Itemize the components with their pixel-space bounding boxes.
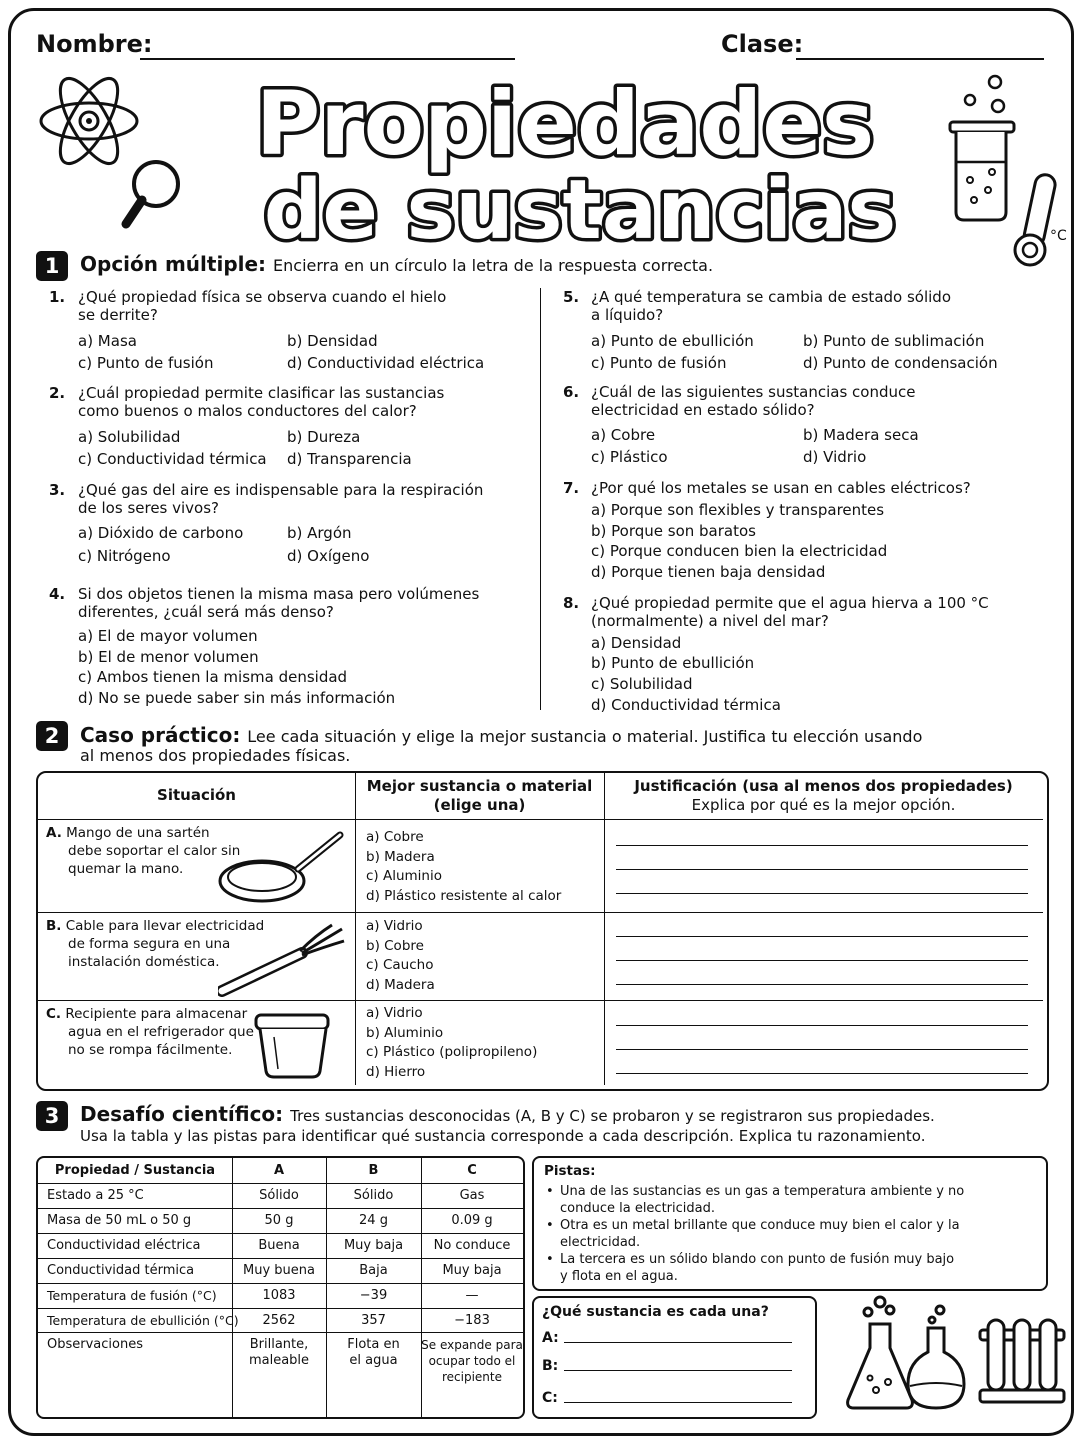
question-3-number: 3. bbox=[49, 481, 66, 499]
section-3-instructions: Tres sustancias desconocidas (A, B y C) se probaron y se registraron sus propiedades. bbox=[290, 1107, 935, 1125]
answer-title: ¿Qué sustancia es cada una? bbox=[542, 1304, 769, 1320]
row-c-option-d[interactable]: d) Hierro bbox=[366, 1063, 426, 1080]
question-3: ¿Qué gas del aire es indispensable para la respiración de los seres vivos? bbox=[78, 481, 484, 517]
frying-pan-icon bbox=[218, 827, 346, 907]
section-3-instructions-cont: Usa la tabla y las pistas para identificar qué sustancia corresponde a cada descripción. Explica tu razonamiento. bbox=[80, 1127, 926, 1145]
q6-option-b[interactable]: b) Madera seca bbox=[803, 426, 919, 444]
question-7: ¿Por qué los metales se usan en cables eléctricos? bbox=[591, 479, 971, 497]
table-cell: Temperatura de ebullición (°C) bbox=[47, 1313, 239, 1328]
q8-option-b[interactable]: b) Punto de ebullición bbox=[591, 654, 755, 672]
table-cell: Buena bbox=[258, 1238, 300, 1253]
table-cell: Baja bbox=[359, 1263, 388, 1278]
q3-option-d[interactable]: d) Oxígeno bbox=[287, 547, 370, 565]
table-cell: 357 bbox=[361, 1313, 386, 1328]
table-divider bbox=[38, 1332, 523, 1333]
hints-title: Pistas: bbox=[544, 1163, 596, 1179]
section-2-title: Caso práctico: Lee cada situación y elige la mejor sustancia o material. Justifica tu elección usando bbox=[80, 723, 923, 747]
q4-option-c[interactable]: c) Ambos tienen la misma densidad bbox=[78, 668, 348, 686]
q7-option-d[interactable]: d) Porque tienen baja densidad bbox=[591, 563, 826, 581]
table-cell: Muy baja bbox=[442, 1263, 502, 1278]
table-cell: −39 bbox=[359, 1288, 388, 1303]
justification-b-line[interactable] bbox=[616, 936, 1028, 937]
question-6-number: 6. bbox=[563, 383, 580, 401]
table-cell: 1083 bbox=[262, 1288, 296, 1303]
answer-box bbox=[532, 1296, 817, 1419]
q1-option-b[interactable]: b) Densidad bbox=[287, 332, 378, 350]
justification-a-line[interactable] bbox=[616, 893, 1028, 894]
question-8-number: 8. bbox=[563, 594, 580, 612]
column-divider bbox=[540, 288, 541, 710]
section-3-number: 3 bbox=[36, 1101, 68, 1131]
q7-option-a[interactable]: a) Porque son flexibles y transparentes bbox=[591, 501, 885, 519]
q8-option-a[interactable]: a) Densidad bbox=[591, 634, 682, 652]
q5-option-d[interactable]: d) Punto de condensación bbox=[803, 354, 998, 372]
q2-option-a[interactable]: a) Solubilidad bbox=[78, 428, 181, 446]
thermometer-icon bbox=[1004, 168, 1074, 272]
hints-list bbox=[544, 1183, 1039, 1285]
thermometer-unit: °C bbox=[1050, 228, 1067, 244]
q3-option-b[interactable]: b) Argón bbox=[287, 524, 352, 542]
row-c-option-c[interactable]: c) Plástico (polipropileno) bbox=[366, 1044, 538, 1060]
row-c-options bbox=[366, 1004, 537, 1082]
hints-box bbox=[532, 1156, 1048, 1291]
properties-table bbox=[36, 1156, 525, 1419]
magnifier-icon bbox=[118, 156, 184, 234]
section-1-number: 1 bbox=[36, 251, 68, 281]
answer-label-c: C: bbox=[542, 1390, 558, 1406]
table-divider bbox=[38, 1233, 523, 1234]
question-1: ¿Qué propiedad física se observa cuando el hielo se derrite? bbox=[78, 288, 447, 324]
table-cell: Temperatura de fusión (°C) bbox=[47, 1288, 217, 1303]
hint-item: • Otra es un metal brillante que conduce muy bien el calor y la electricidad. bbox=[546, 1218, 960, 1250]
cable-icon bbox=[218, 921, 350, 997]
col-header-situation: Situación bbox=[157, 786, 236, 804]
question-6: ¿Cuál de las siguientes sustancias conduce electricidad en estado sólido? bbox=[591, 383, 916, 419]
question-4-number: 4. bbox=[49, 585, 66, 603]
atom-icon bbox=[34, 66, 144, 166]
table-cell: Muy buena bbox=[243, 1263, 315, 1278]
table-cell: Gas bbox=[459, 1188, 485, 1203]
q8-option-d[interactable]: d) Conductividad térmica bbox=[591, 696, 781, 714]
table-cell: Conductividad térmica bbox=[47, 1263, 195, 1278]
section-1-title: Opción múltiple: Encierra en un círculo la letra de la respuesta correcta. bbox=[80, 252, 714, 276]
q6-option-d[interactable]: d) Vidrio bbox=[803, 448, 867, 466]
row-b-option-d[interactable]: d) Madera bbox=[366, 976, 435, 993]
q3-option-a[interactable]: a) Dióxido de carbono bbox=[78, 524, 244, 542]
table-header-property: Propiedad / Sustancia bbox=[54, 1163, 216, 1178]
row-a-options bbox=[366, 828, 561, 906]
q2-option-d[interactable]: d) Transparencia bbox=[287, 450, 412, 468]
name-label: Nombre: bbox=[36, 30, 153, 58]
row-a-option-c[interactable]: c) Aluminio bbox=[366, 868, 442, 884]
question-1-number: 1. bbox=[49, 288, 66, 306]
q7-option-c[interactable]: c) Porque conducen bien la electricidad bbox=[591, 542, 888, 560]
section-3-title: Desafío científico: Tres sustancias desconocidas (A, B y C) se probaron y se registraron sus propiedades. bbox=[80, 1102, 935, 1126]
row-c-option-b[interactable]: b) Aluminio bbox=[366, 1024, 444, 1041]
situation-a: A. Mango de una sartén debe soportar el calor sin quemar la mano. bbox=[46, 825, 241, 877]
row-c-option-a[interactable]: a) Vidrio bbox=[366, 1005, 423, 1021]
table-cell: Sólido bbox=[353, 1188, 394, 1203]
table-header-c: C bbox=[467, 1163, 477, 1178]
table-cell: Observaciones bbox=[47, 1337, 143, 1352]
row-b-option-a[interactable]: a) Vidrio bbox=[366, 918, 423, 934]
table-cell: Conductividad eléctrica bbox=[47, 1238, 201, 1253]
question-8: ¿Qué propiedad permite que el agua hierva a 100 °C (normalmente) a nivel del mar? bbox=[591, 594, 989, 630]
answer-label-b: B: bbox=[542, 1358, 559, 1374]
row-b-options bbox=[366, 917, 435, 995]
lab-glassware-icon bbox=[840, 1290, 1070, 1420]
question-4: Si dos objetos tienen la misma masa pero volúmenes diferentes, ¿cuál será más denso? bbox=[78, 585, 480, 621]
hint-item: • Una de las sustancias es un gas a temperatura ambiente y no conduce la electricidad. bbox=[546, 1184, 965, 1216]
table-cell: −183 bbox=[454, 1313, 490, 1328]
q1-option-a[interactable]: a) Masa bbox=[78, 332, 137, 350]
question-7-number: 7. bbox=[563, 479, 580, 497]
table-header-b: B bbox=[368, 1163, 379, 1178]
table-cell: Brillante, maleable bbox=[248, 1337, 310, 1368]
section-2-instructions-cont: al menos dos propiedades físicas. bbox=[80, 746, 351, 765]
q2-option-c[interactable]: c) Conductividad térmica bbox=[78, 450, 267, 468]
title-line-2: de sustancias bbox=[263, 163, 897, 248]
answer-field-a[interactable] bbox=[564, 1342, 792, 1343]
table-divider bbox=[38, 912, 1043, 913]
table-header-a: A bbox=[273, 1163, 285, 1178]
q6-option-c[interactable]: c) Plástico bbox=[591, 448, 668, 466]
q5-option-b[interactable]: b) Punto de sublimación bbox=[803, 332, 985, 350]
q3-option-c[interactable]: c) Nitrógeno bbox=[78, 547, 171, 565]
justification-a-line[interactable] bbox=[616, 845, 1028, 846]
table-cell: Estado a 25 °C bbox=[47, 1188, 144, 1203]
row-a-option-a[interactable]: a) Cobre bbox=[366, 829, 424, 845]
justification-c-line[interactable] bbox=[616, 1049, 1028, 1050]
row-a-option-b[interactable]: b) Madera bbox=[366, 848, 435, 865]
q7-option-b[interactable]: b) Porque son baratos bbox=[591, 522, 756, 540]
section-2-number: 2 bbox=[36, 721, 68, 751]
answer-label-a: A: bbox=[542, 1330, 559, 1346]
question-5-number: 5. bbox=[563, 288, 580, 306]
col-header-justification: Justificación (usa al menos dos propiedades) Explica por qué es la mejor opción. bbox=[634, 777, 1013, 814]
justification-a-line[interactable] bbox=[616, 869, 1028, 870]
question-5: ¿A qué temperatura se cambia de estado sólido a líquido? bbox=[591, 288, 951, 324]
table-cell: Muy baja bbox=[343, 1238, 404, 1253]
answer-field-c[interactable] bbox=[564, 1402, 792, 1403]
title-line-1: Propiedades bbox=[255, 72, 875, 175]
justification-c-line[interactable] bbox=[616, 1073, 1028, 1074]
table-divider bbox=[38, 1283, 523, 1284]
table-cell: 2562 bbox=[262, 1313, 296, 1328]
q8-option-c[interactable]: c) Solubilidad bbox=[591, 675, 693, 693]
class-label: Clase: bbox=[721, 30, 804, 58]
table-cell: 0.09 g bbox=[451, 1213, 493, 1228]
q1-option-d[interactable]: d) Conductividad eléctrica bbox=[287, 354, 485, 372]
case-study-table bbox=[36, 771, 1049, 1091]
question-2: ¿Cuál propiedad permite clasificar las sustancias como buenos o malos conductores del calor? bbox=[78, 384, 445, 420]
table-cell: 24 g bbox=[359, 1213, 388, 1228]
q4-option-d[interactable]: d) No se puede saber sin más información bbox=[78, 689, 396, 707]
q4-option-a[interactable]: a) El de mayor volumen bbox=[78, 627, 258, 645]
q5-option-c[interactable]: c) Punto de fusión bbox=[591, 354, 727, 372]
situation-c: C. Recipiente para almacenar agua en el refrigerador que no se rompa fácilmente. bbox=[46, 1006, 254, 1058]
table-cell: Masa de 50 mL o 50 g bbox=[47, 1213, 192, 1228]
table-divider bbox=[38, 1308, 523, 1309]
justification-c-line[interactable] bbox=[616, 1025, 1028, 1026]
col-header-material: Mejor sustancia o material (elige una) bbox=[366, 777, 593, 814]
table-cell: 50 g bbox=[264, 1213, 294, 1228]
table-divider bbox=[38, 1183, 523, 1184]
q6-option-a[interactable]: a) Cobre bbox=[591, 426, 656, 444]
table-cell: Sólido bbox=[259, 1188, 299, 1203]
justification-b-line[interactable] bbox=[616, 984, 1028, 985]
page-title bbox=[200, 58, 900, 248]
question-2-number: 2. bbox=[49, 384, 66, 402]
container-icon bbox=[250, 1007, 334, 1081]
situation-b: B. Cable para llevar electricidad de forma segura en una instalación doméstica. bbox=[46, 918, 265, 970]
q4-option-b[interactable]: b) El de menor volumen bbox=[78, 648, 259, 666]
section-1-instructions: Encierra en un círculo la letra de la respuesta correcta. bbox=[273, 256, 714, 275]
table-cell: — bbox=[465, 1288, 479, 1303]
row-b-option-b[interactable]: b) Cobre bbox=[366, 937, 424, 954]
row-b-option-c[interactable]: c) Caucho bbox=[366, 957, 434, 973]
justification-b-line[interactable] bbox=[616, 960, 1028, 961]
row-a-option-d[interactable]: d) Plástico resistente al calor bbox=[366, 887, 562, 904]
hint-item: • La tercera es un sólido blando con punto de fusión muy bajo y flota en el agua. bbox=[546, 1252, 955, 1284]
table-divider bbox=[38, 819, 1043, 820]
q1-option-c[interactable]: c) Punto de fusión bbox=[78, 354, 214, 372]
q2-option-b[interactable]: b) Dureza bbox=[287, 428, 361, 446]
table-divider bbox=[38, 1208, 523, 1209]
table-divider bbox=[38, 1000, 1043, 1001]
table-cell: No conduce bbox=[433, 1238, 511, 1253]
answer-field-b[interactable] bbox=[564, 1370, 792, 1371]
q5-option-a[interactable]: a) Punto de ebullición bbox=[591, 332, 754, 350]
section-2-instructions: Lee cada situación y elige la mejor sustancia o material. Justifica tu elección usando bbox=[247, 727, 923, 746]
table-cell: Flota en el agua bbox=[347, 1337, 400, 1368]
table-cell: Se expande para ocupar todo el recipiente bbox=[421, 1338, 523, 1384]
table-divider bbox=[38, 1258, 523, 1259]
